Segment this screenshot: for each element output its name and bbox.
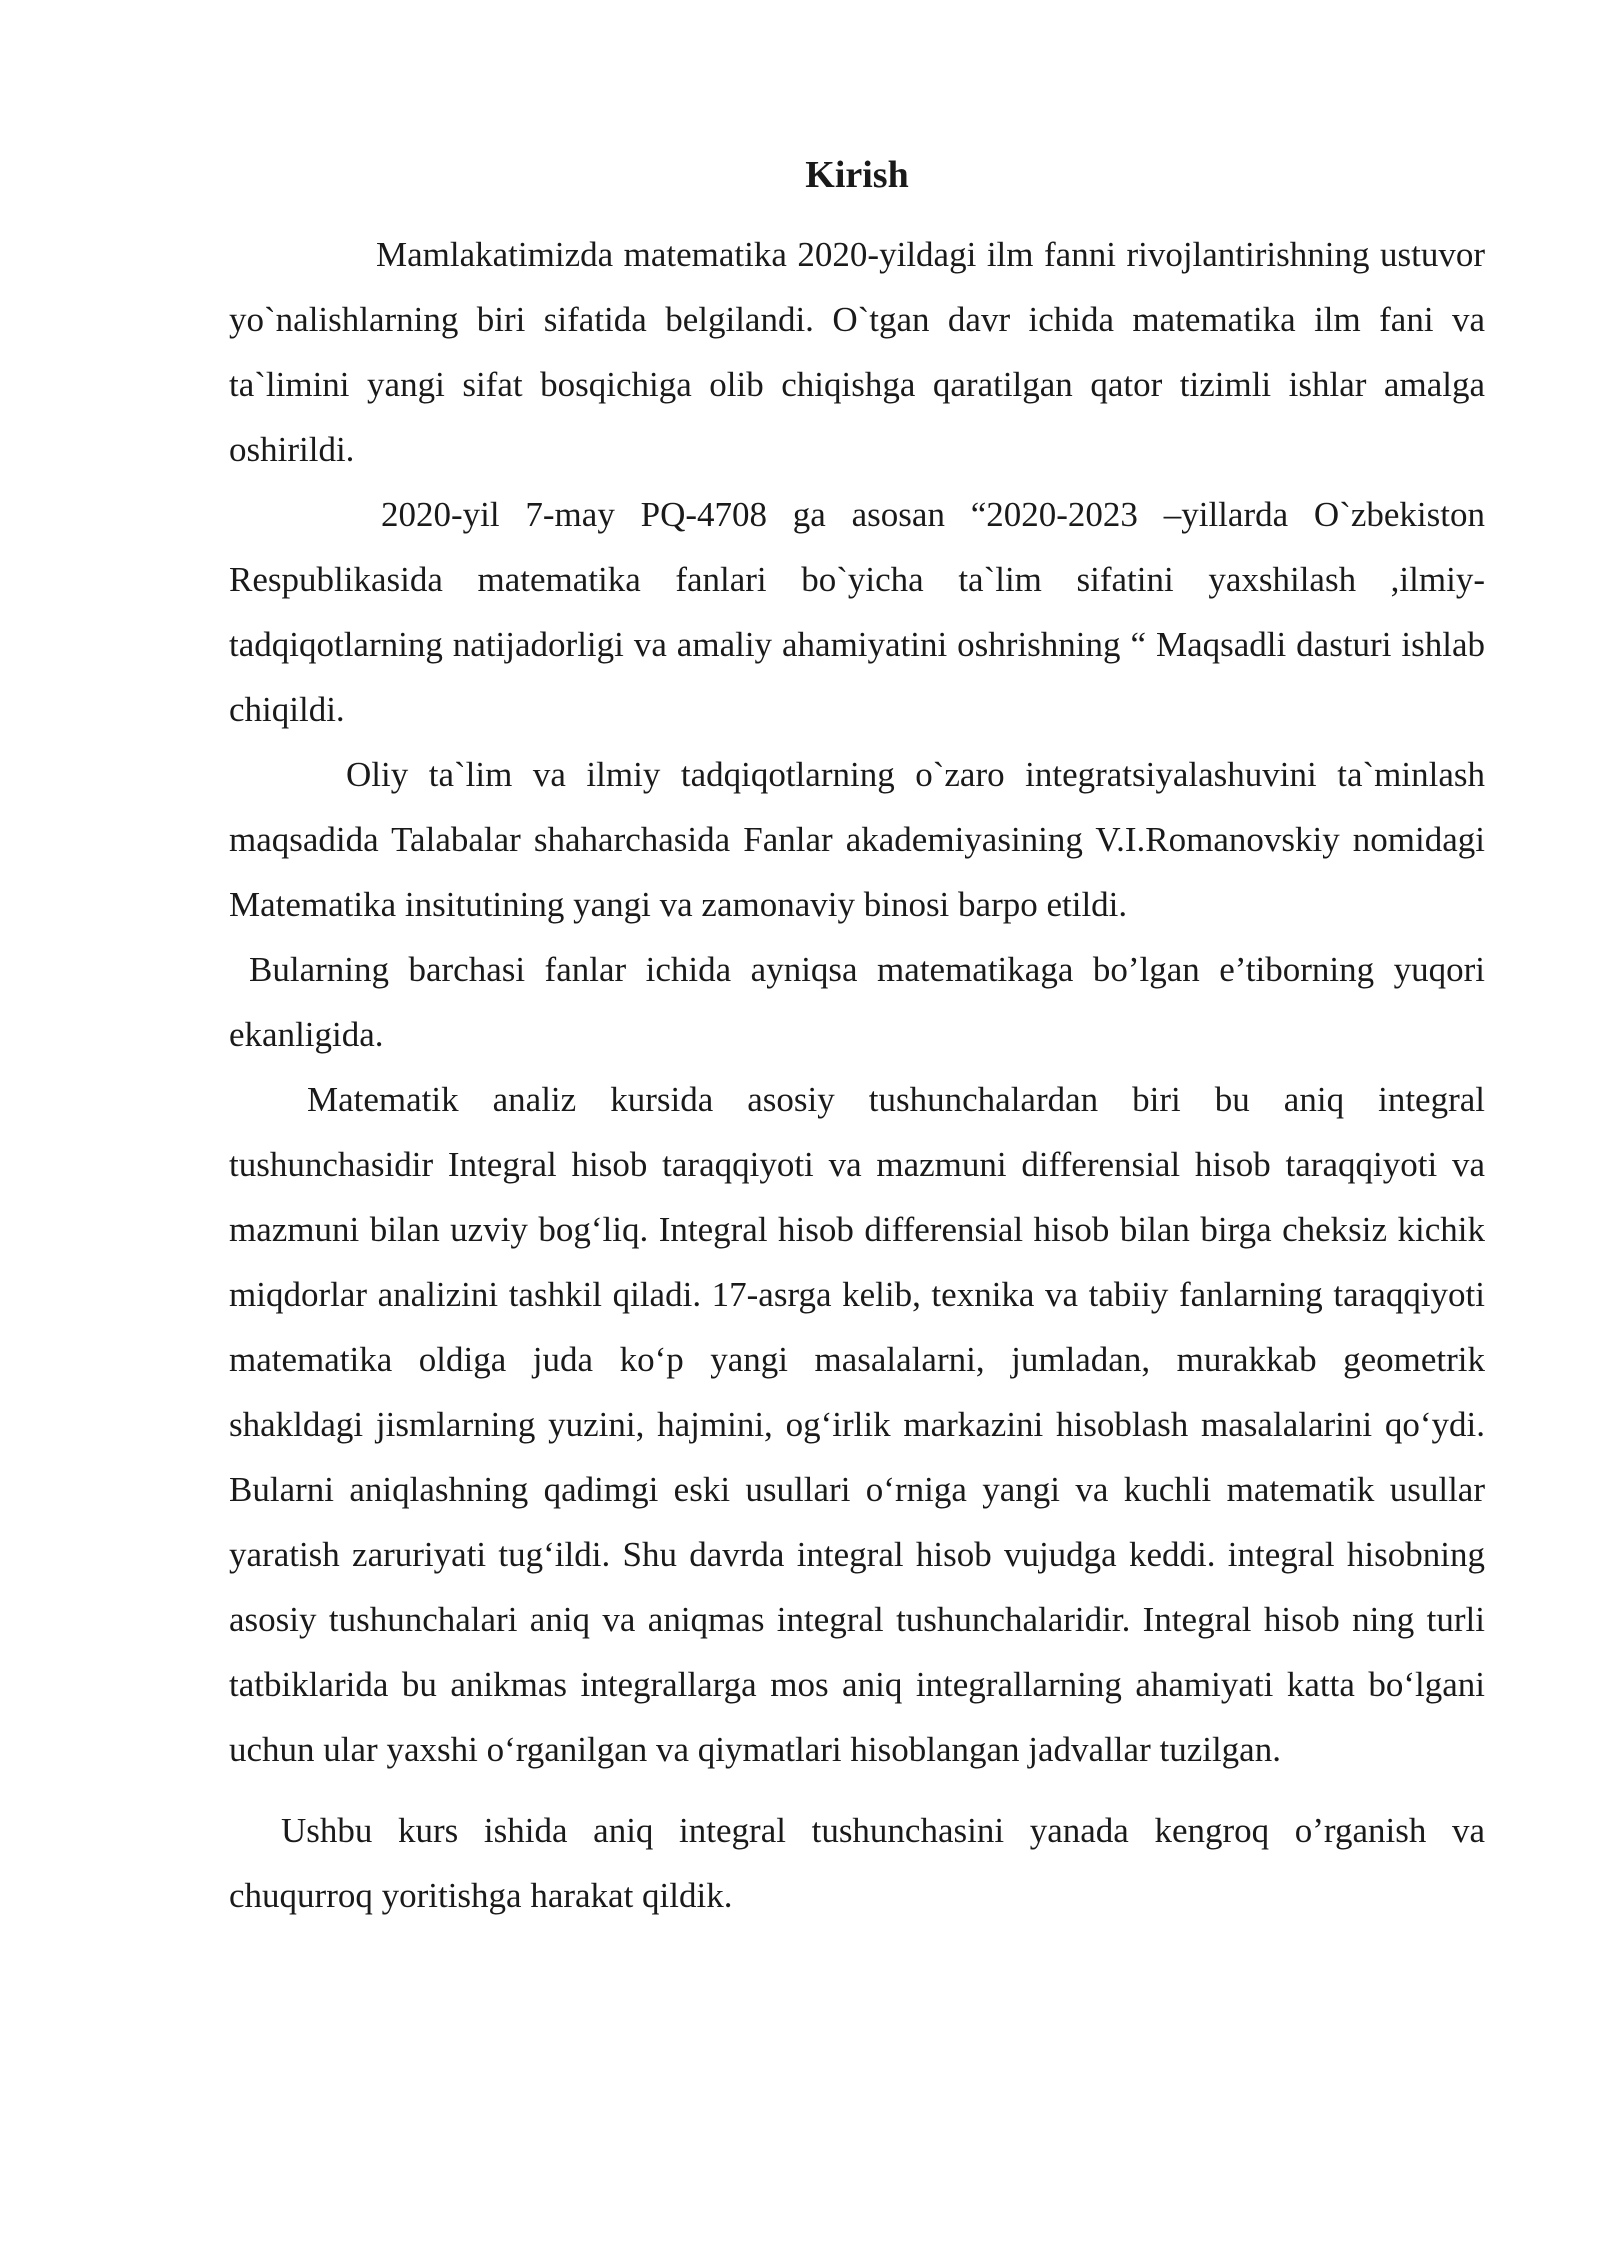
paragraph-4: Bularning barchasi fanlar ichida ayniqsa matematikaga bo’lgan e’tiborning yuqori ekanligida.: [229, 950, 1485, 1054]
paragraph-1: Mamlakatimizda matematika 2020-yildagi ilm fanni rivojlantirishning ustuvor yo`nalishlarning biri sifatida belgilandi. O`tgan davr ichida matematika ilm fani va ta`limini yangi sifat bosqichiga olib chiqishga qaratilgan qator tizimli ishlar amalga oshirildi.: [229, 235, 1485, 469]
paragraph-5: Matematik analiz kursida asosiy tushunchalardan biri bu aniq integral tushunchasidir Integral hisob taraqqiyoti va mazmuni differensial hisob taraqqiyoti va mazmuni bilan uzviy bog‘liq. Integral hisob differensial hisob bilan birga cheksiz kichik miqdorlar analizini tashkil qiladi. 17-asrga kelib, texnika va tabiiy fanlarning taraqqiyoti matematika oldiga juda ko‘p yangi masalalarni, jumladan, murakkab geometrik shakldagi jismlarning yuzini, hajmini, og‘irlik markazini hisoblash masalalarini qo‘ydi. Bularni aniqlashning qadimgi eski usullari o‘rniga yangi va kuchli matematik usullar yaratish zaruriyati tug‘ildi. Shu davrda integral hisob vujudga keddi. integral hisobning asosiy tushunchalari aniq va aniqmas integral tushunchalaridir. Integral hisob ning turli tatbiklarida bu anikmas integrallarga mos aniq integrallarning ahamiyati katta bo‘lgani uchun ular yaxshi o‘rganilgan va qiymatlari hisoblangan jadvallar tuzilgan.: [229, 1080, 1485, 1769]
paragraph-3: Oliy ta`lim va ilmiy tadqiqotlarning o`zaro integratsiyalashuvini ta`minlash maqsadida Talabalar shaharchasida Fanlar akademiyasining V.I.Romanovskiy nomidagi Matematika insitutining yangi va zamonaviy binosi barpo etildi.: [229, 755, 1485, 924]
paragraph-6: Ushbu kurs ishida aniq integral tushunchasini yanada kengroq o’rganish va chuqurroq yoritishga harakat qildik.: [229, 1811, 1485, 1915]
document-page: [229, 140, 1485, 1928]
page-title: Kirish: [805, 154, 909, 196]
paragraph-2: 2020-yil 7-may PQ-4708 ga asosan “2020-2023 –yillarda O`zbekiston Respublikasida matematika fanlari bo`yicha ta`lim sifatini yaxshilash ,ilmiy-tadqiqotlarning natijadorligi va amaliy ahamiyatini oshrishning “ Maqsadli dasturi ishlab chiqildi.: [229, 495, 1485, 729]
